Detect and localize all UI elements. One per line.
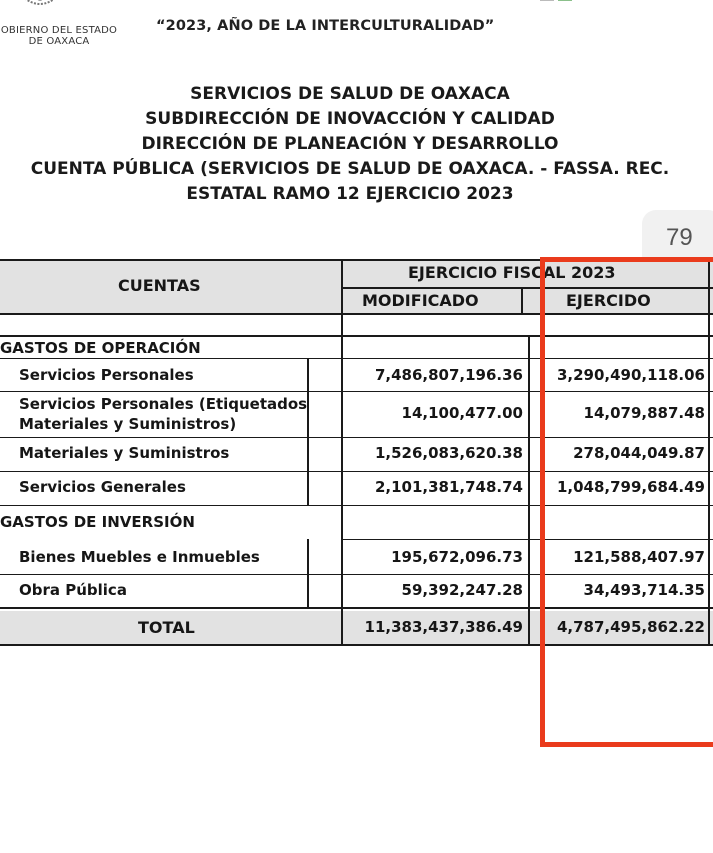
row-modificado: 195,672,096.73 [391,548,523,566]
total-ejercido: 4,787,495,862.22 [556,618,705,636]
row-ejercido: 3,290,490,118.06 [556,366,705,384]
row-modificado: 1,526,083,620.38 [374,444,523,462]
row-modificado: 59,392,247.28 [401,581,523,599]
title-line: SUBDIRECCIÓN DE INOVACCIÓN Y CALIDAD [145,109,555,129]
row-label: Servicios Personales [19,366,194,384]
year-motto: “2023, AÑO DE LA INTERCULTURALIDAD” [156,18,495,34]
title-line: ESTATAL RAMO 12 EJERCICIO 2023 [186,184,514,204]
section-gastos-operacion: GASTOS DE OPERACIÓN [0,339,201,357]
row-ejercido: 1,048,799,684.49 [556,478,705,496]
row-label: Obra Pública [19,581,127,599]
row-modificado: 2,101,381,748.74 [374,478,523,496]
row-label: Servicios Generales [19,478,186,496]
col-header-ejercido: EJERCIDO [566,291,651,310]
row-modificado: 14,100,477.00 [401,404,523,422]
row-label-continued: Materiales y Suministros) [19,415,237,433]
section-gastos-inversion: GASTOS DE INVERSIÓN [0,513,195,531]
row-ejercido: 14,079,887.48 [583,404,705,422]
total-modificado: 11,383,437,386.49 [364,618,523,636]
row-ejercido: 278,044,049.87 [573,444,705,462]
col-header-group: EJERCICIO FISCAL 2023 [408,263,616,282]
title-line: DIRECCIÓN DE PLANEACIÓN Y DESARROLLO [141,134,559,154]
ejercido-column-highlight [540,257,713,747]
col-header-cuentas: CUENTAS [118,276,201,295]
row-modificado: 7,486,807,196.36 [374,366,523,384]
title-line: CUENTA PÚBLICA (SERVICIOS DE SALUD DE OAXACA. - FASSA. REC. [30,159,670,179]
row-label: Materiales y Suministros [19,444,230,462]
title-line: SERVICIOS DE SALUD DE OAXACA [190,84,510,104]
row-ejercido: 34,493,714.35 [583,581,705,599]
total-label: TOTAL [138,618,195,637]
row-label: Bienes Muebles e Inmuebles [19,548,260,566]
row-ejercido: 121,588,407.97 [573,548,705,566]
page-number: 79 [666,224,693,251]
col-header-modificado: MODIFICADO [362,291,479,310]
government-name: OBIERNO DEL ESTADO DE OAXACA [0,25,118,47]
row-label: Servicios Personales (Etiquetados [19,395,308,413]
